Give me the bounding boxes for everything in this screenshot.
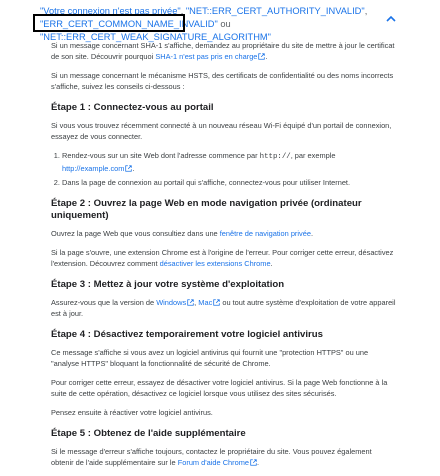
step4-text-1: Ce message s'affiche si vous avez un logiciel antivirus qui fournit une "protection HTTPS" ou une "analyse HTTPS" bloquant la fonctionnalité de sécurité de Chrome. — [51, 348, 369, 368]
list-item — [62, 150, 396, 174]
step4-text-2: Pour corriger cette erreur, essayez de désactiver votre logiciel antivirus. Si la page Web fonctionne à la suite de cette opération, désactivez ce logiciel lorsque vous utilisez des sites sécurisés. — [51, 378, 388, 398]
separator: , — [364, 6, 368, 16]
step2-text: Ouvrez la page Web que vous consultiez dans une — [51, 229, 218, 238]
article-body — [51, 40, 396, 476]
step5-text — [51, 446, 396, 468]
step5-text-before: Si le message d'erreur s'affiche toujours, contactez le propriétaire du site. Vous pouvez également obtenir de l'aide supplémentaire sur le — [51, 447, 372, 467]
link-cert-authority-invalid[interactable]: "NET::ERR_CERT_AUTHORITY_INVALID" — [185, 6, 365, 16]
step5-heading: Étape 5 : Obtenez de l'aide supplémentaire — [51, 428, 246, 439]
link-incognito-window[interactable]: fenêtre de navigation privée — [219, 229, 311, 238]
external-link-icon — [250, 458, 260, 467]
step1-heading: Étape 1 : Connectez-vous au portail — [51, 102, 214, 113]
list-item-text: . — [132, 164, 135, 173]
code-http: http:// — [259, 153, 291, 161]
step1-list — [51, 150, 396, 188]
list-item-text: Rendez-vous sur un site Web dont l'adresse commence par — [62, 151, 258, 160]
separator: ou — [220, 19, 231, 29]
step2-text: Si la page s'ouvre, une extension Chrome est à l'origine de l'erreur. Pour corriger cette erreur, désactivez l'extension. Découvrez comment — [51, 248, 394, 268]
step4-heading: Étape 4 : Désactivez temporairement votre logiciel antivirus — [51, 329, 323, 340]
list-item: 2. Dans la page de connexion au portail qui s'affiche, connectez-vous pour utiliser Internet. — [62, 177, 396, 188]
link-example-com[interactable]: http://example.com — [62, 164, 125, 173]
external-link-icon — [258, 53, 265, 60]
hsts-paragraph: Si un message concernant le mécanisme HSTS, des certificats de confidentialité ou des noms incorrects s'affiche, suivez les conseils ci-dessous : — [51, 71, 394, 91]
separator: , — [180, 6, 184, 16]
step3-text — [51, 297, 396, 319]
link-mac[interactable]: Mac — [198, 298, 213, 307]
link-cert-common-name-invalid[interactable]: "ERR_CERT_COMMON_NAME_INVALID" — [40, 19, 218, 29]
list-item-text: , par exemple — [290, 151, 336, 160]
chevron-up-icon[interactable] — [385, 13, 397, 25]
step2-text: . — [270, 259, 273, 268]
step3-text-after: ou tout autre système d'exploitation de votre appareil est à jour. — [51, 298, 396, 318]
sha1-paragraph: Si un message concernant SHA-1 s'affiche, demandez au propriétaire du site de mettre à jour le certificat de son site. Découvrir pourquoi SHA-1 n'est pas pris en charge . — [51, 41, 395, 61]
step3-heading: Étape 3 : Mettez à jour votre système d'exploitation — [51, 279, 285, 290]
step1-text: Si vous vous trouvez récemment connecté à un nouveau réseau Wi-Fi équipé d'un portail de connexion, essayez de vous connecter. — [51, 121, 392, 141]
link-connection-not-private[interactable]: "Votre connexion n'est pas privée" — [40, 6, 181, 16]
link-cert-weak-signature[interactable]: "NET::ERR_CERT_WEAK_SIGNATURE_ALGORITHM" — [40, 32, 271, 42]
sha1-text: Si un message concernant SHA-1 s'affiche, demandez au propriétaire du site de mettre à jour le certificat de son site. Découvrir pourquoi — [51, 41, 395, 61]
link-windows[interactable]: Windows — [156, 298, 187, 307]
step2-text-1 — [51, 228, 396, 239]
step3-text-before: Assurez-vous que la version de — [51, 298, 155, 307]
link-chrome-help-forum[interactable]: Forum d'aide Chrome — [177, 458, 249, 467]
step2-heading: Étape 2 : Ouvrez la page Web en mode navigation privée (ordinateur uniquement) — [51, 198, 362, 221]
separator: , — [194, 298, 197, 307]
link-sha1-not-supported[interactable]: SHA-1 n'est pas pris en charge — [155, 52, 258, 61]
step5-text-end: . — [256, 458, 260, 467]
step2-text-2 — [51, 247, 396, 269]
step4-text-3: Pensez ensuite à réactiver votre logiciel antivirus. — [51, 408, 213, 417]
link-disable-extensions[interactable]: désactiver les extensions Chrome — [159, 259, 271, 268]
step2-text: . — [310, 229, 314, 238]
highlight-box — [33, 14, 185, 32]
external-link-icon — [213, 299, 220, 306]
